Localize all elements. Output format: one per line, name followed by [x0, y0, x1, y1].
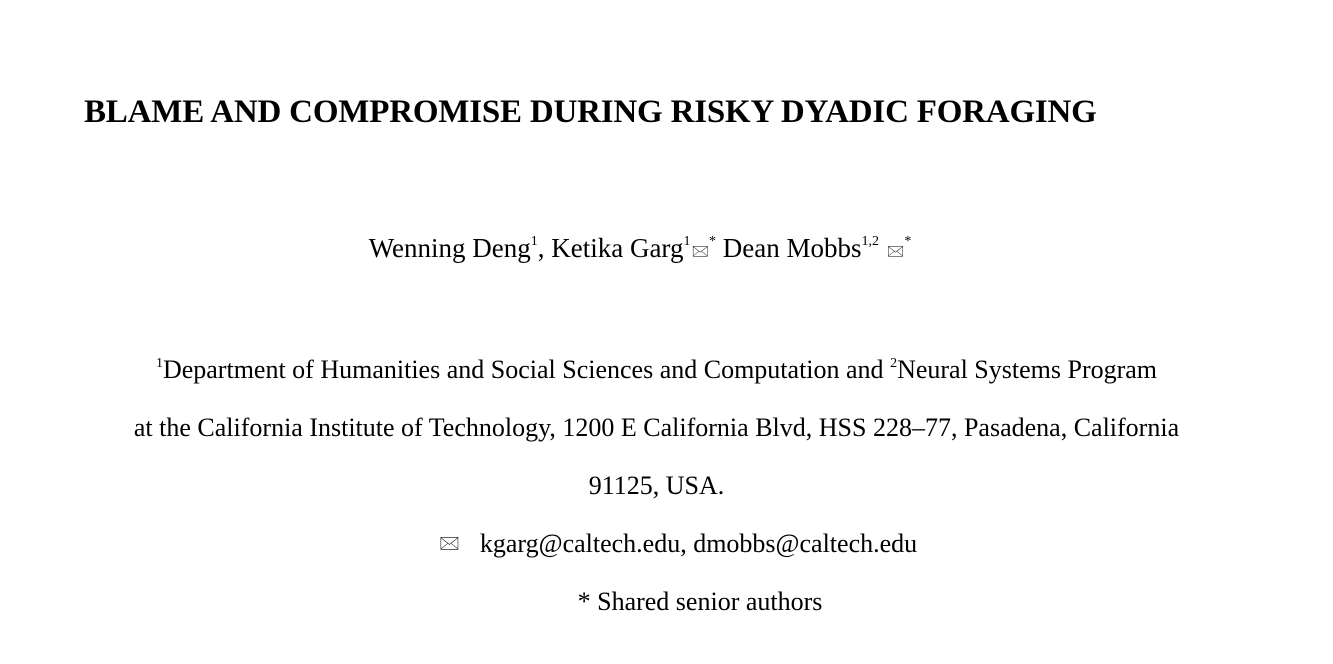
author-affiliation-marker: 1 — [530, 234, 538, 249]
author-list — [0, 232, 1280, 264]
author-separator: , — [537, 233, 545, 263]
affiliation-text: Neural Systems Program — [897, 355, 1158, 384]
author-name: Ketika Garg — [551, 233, 684, 263]
affiliation-marker: 1 — [155, 356, 163, 371]
contact-emails — [0, 528, 1333, 559]
affiliation-line: 91125, USA. — [588, 471, 725, 500]
affiliation-marker: 2 — [890, 356, 898, 371]
shared-senior-marker: * — [709, 234, 717, 249]
envelope-icon: 🖂 — [691, 242, 710, 260]
paper-title: BLAME AND COMPROMISE DURING RISKY DYADIC FORAGING — [84, 94, 1097, 130]
affiliation-line — [0, 354, 1313, 385]
author-name: Dean Mobbs — [722, 233, 862, 263]
author-affiliation-marker: 1 — [683, 234, 691, 249]
author-affiliation-marker: 1,2 — [861, 234, 879, 249]
author-name: Wenning Deng — [368, 233, 531, 263]
affiliation-line: at the California Institute of Technology, 1200 E California Blvd, HSS 228–77, Pasadena, California — [133, 413, 1180, 442]
shared-senior-marker: * — [904, 234, 912, 249]
affiliation-text: Department of Humanities and Social Sciences and Computation and — [162, 355, 891, 384]
envelope-icon: 🖂 — [438, 533, 460, 554]
shared-senior-note: * Shared senior authors — [577, 587, 823, 616]
envelope-icon: 🖂 — [886, 242, 905, 260]
email-addresses[interactable]: kgarg@caltech.edu, dmobbs@caltech.edu — [479, 529, 918, 558]
